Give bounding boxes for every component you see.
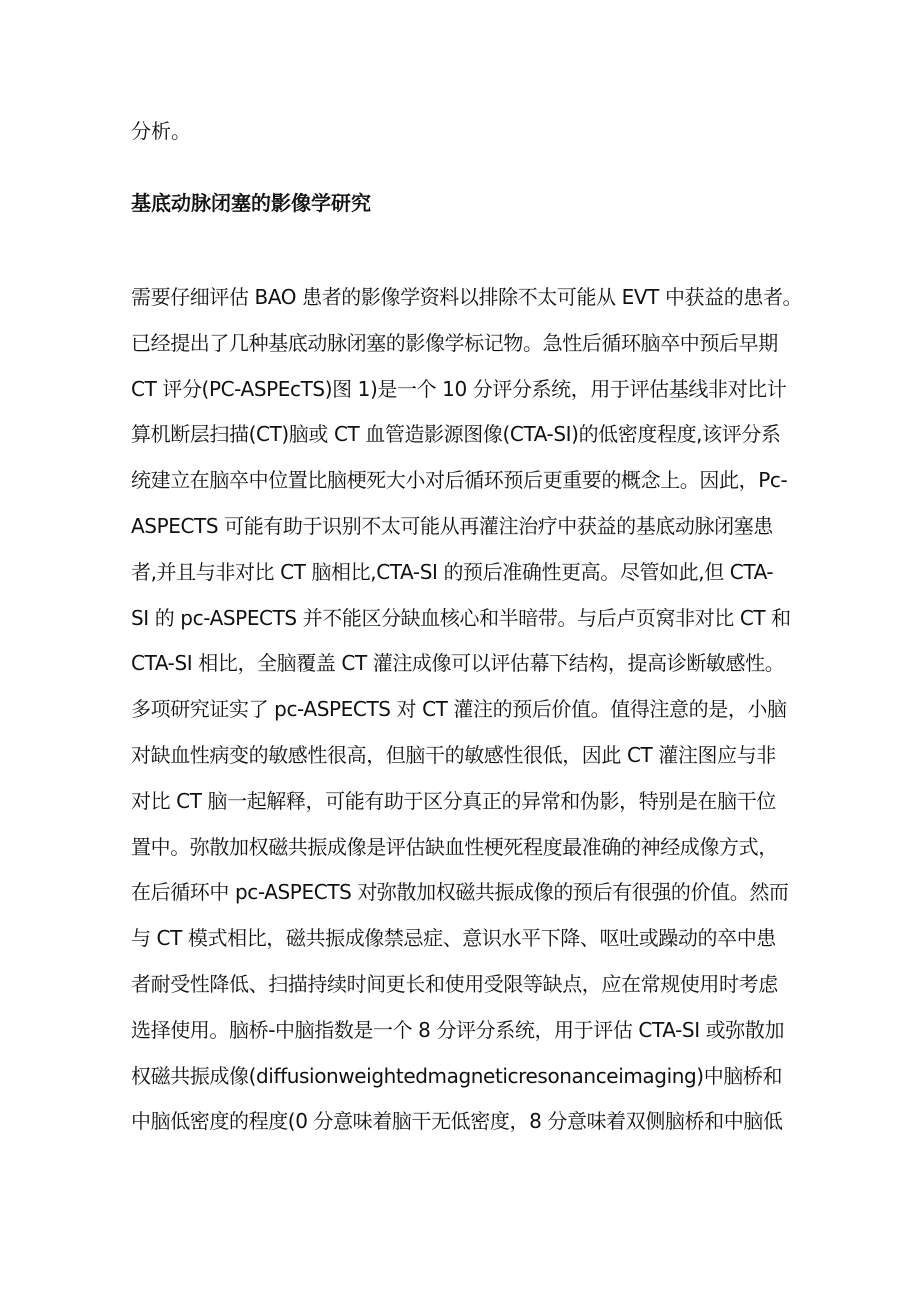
paragraph-line: 选择使用。脑桥-中脑指数是一个 8 分评分系统，用于评估 CTA-SI 或弥散加 — [131, 1017, 785, 1042]
paragraph-line: CTA-SI 相比，全脑覆盖 CT 灌注成像可以评估幕下结构，提高诊断敏感性。 — [131, 651, 785, 676]
paragraph-line: 多项研究证实了 pc-ASPECTS 对 CT 灌注的预后价值。值得注意的是，小脑 — [131, 697, 787, 722]
paragraph-line: 对比 CT 脑一起解释，可能有助于区分真正的异常和伪影，特别是在脑干位 — [131, 788, 776, 813]
paragraph-line: CT 评分(PC-ASPEcTS)图 1)是一个 10 分评分系统，用于评估基线非对比计 — [131, 376, 787, 401]
intro-text-line: 分析。 — [131, 119, 191, 143]
paragraph-line: 者耐受性降低、扫描持续时间更长和使用受限等缺点，应在常规使用时考虑 — [131, 971, 778, 996]
section-heading: 基底动脉闭塞的影像学研究 — [131, 191, 371, 215]
paragraph-line: 与 CT 模式相比，磁共振成像禁忌症、意识水平下降、呕吐或躁动的卒中患 — [131, 926, 776, 951]
paragraph-line: ASPECTS 可能有助于识别不太可能从再灌注治疗中获益的基底动脉闭塞患 — [131, 513, 773, 538]
paragraph-line: 需要仔细评估 BAO 患者的影像学资料以排除不太可能从 EVT 中获益的患者。 — [131, 285, 803, 309]
paragraph-line: SI 的 pc-ASPECTS 并不能区分缺血核心和半暗带。与后卢页窝非对比 CT 和 — [131, 605, 791, 630]
paragraph-line: 权磁共振成像(diffusionweightedmagneticresonanceimaging)中脑桥和 — [131, 1063, 783, 1088]
paragraph-line: 在后循环中 pc-ASPECTS 对弥散加权磁共振成像的预后有很强的价值。然而 — [131, 880, 789, 905]
paragraph-line: 统建立在脑卒中位置比脑梗死大小对后循环预后更重要的概念上。因此，Pc- — [131, 468, 788, 493]
paragraph-line: 者,并且与非对比 CT 脑相比,CTA-SI 的预后准确性更高。尽管如此,但 CTA- — [131, 559, 774, 584]
paragraph-line: 算机断层扫描(CT)脑或 CT 血管造影源图像(CTA-SI)的低密度程度,该评分系 — [131, 422, 781, 447]
body-paragraph — [131, 282, 811, 1152]
paragraph-line: 置中。弥散加权磁共振成像是评估缺血性梗死程度最准确的神经成像方式， — [131, 834, 778, 859]
paragraph-line: 中脑低密度的程度(0 分意味着脑干无低密度，8 分意味着双侧脑桥和中脑低 — [131, 1109, 783, 1134]
paragraph-line: 对缺血性病变的敏感性很高，但脑干的敏感性很低，因此 CT 灌注图应与非 — [131, 742, 776, 767]
paragraph-line: 已经提出了几种基底动脉闭塞的影像学标记物。急性后循环脑卒中预后早期 — [131, 330, 778, 355]
